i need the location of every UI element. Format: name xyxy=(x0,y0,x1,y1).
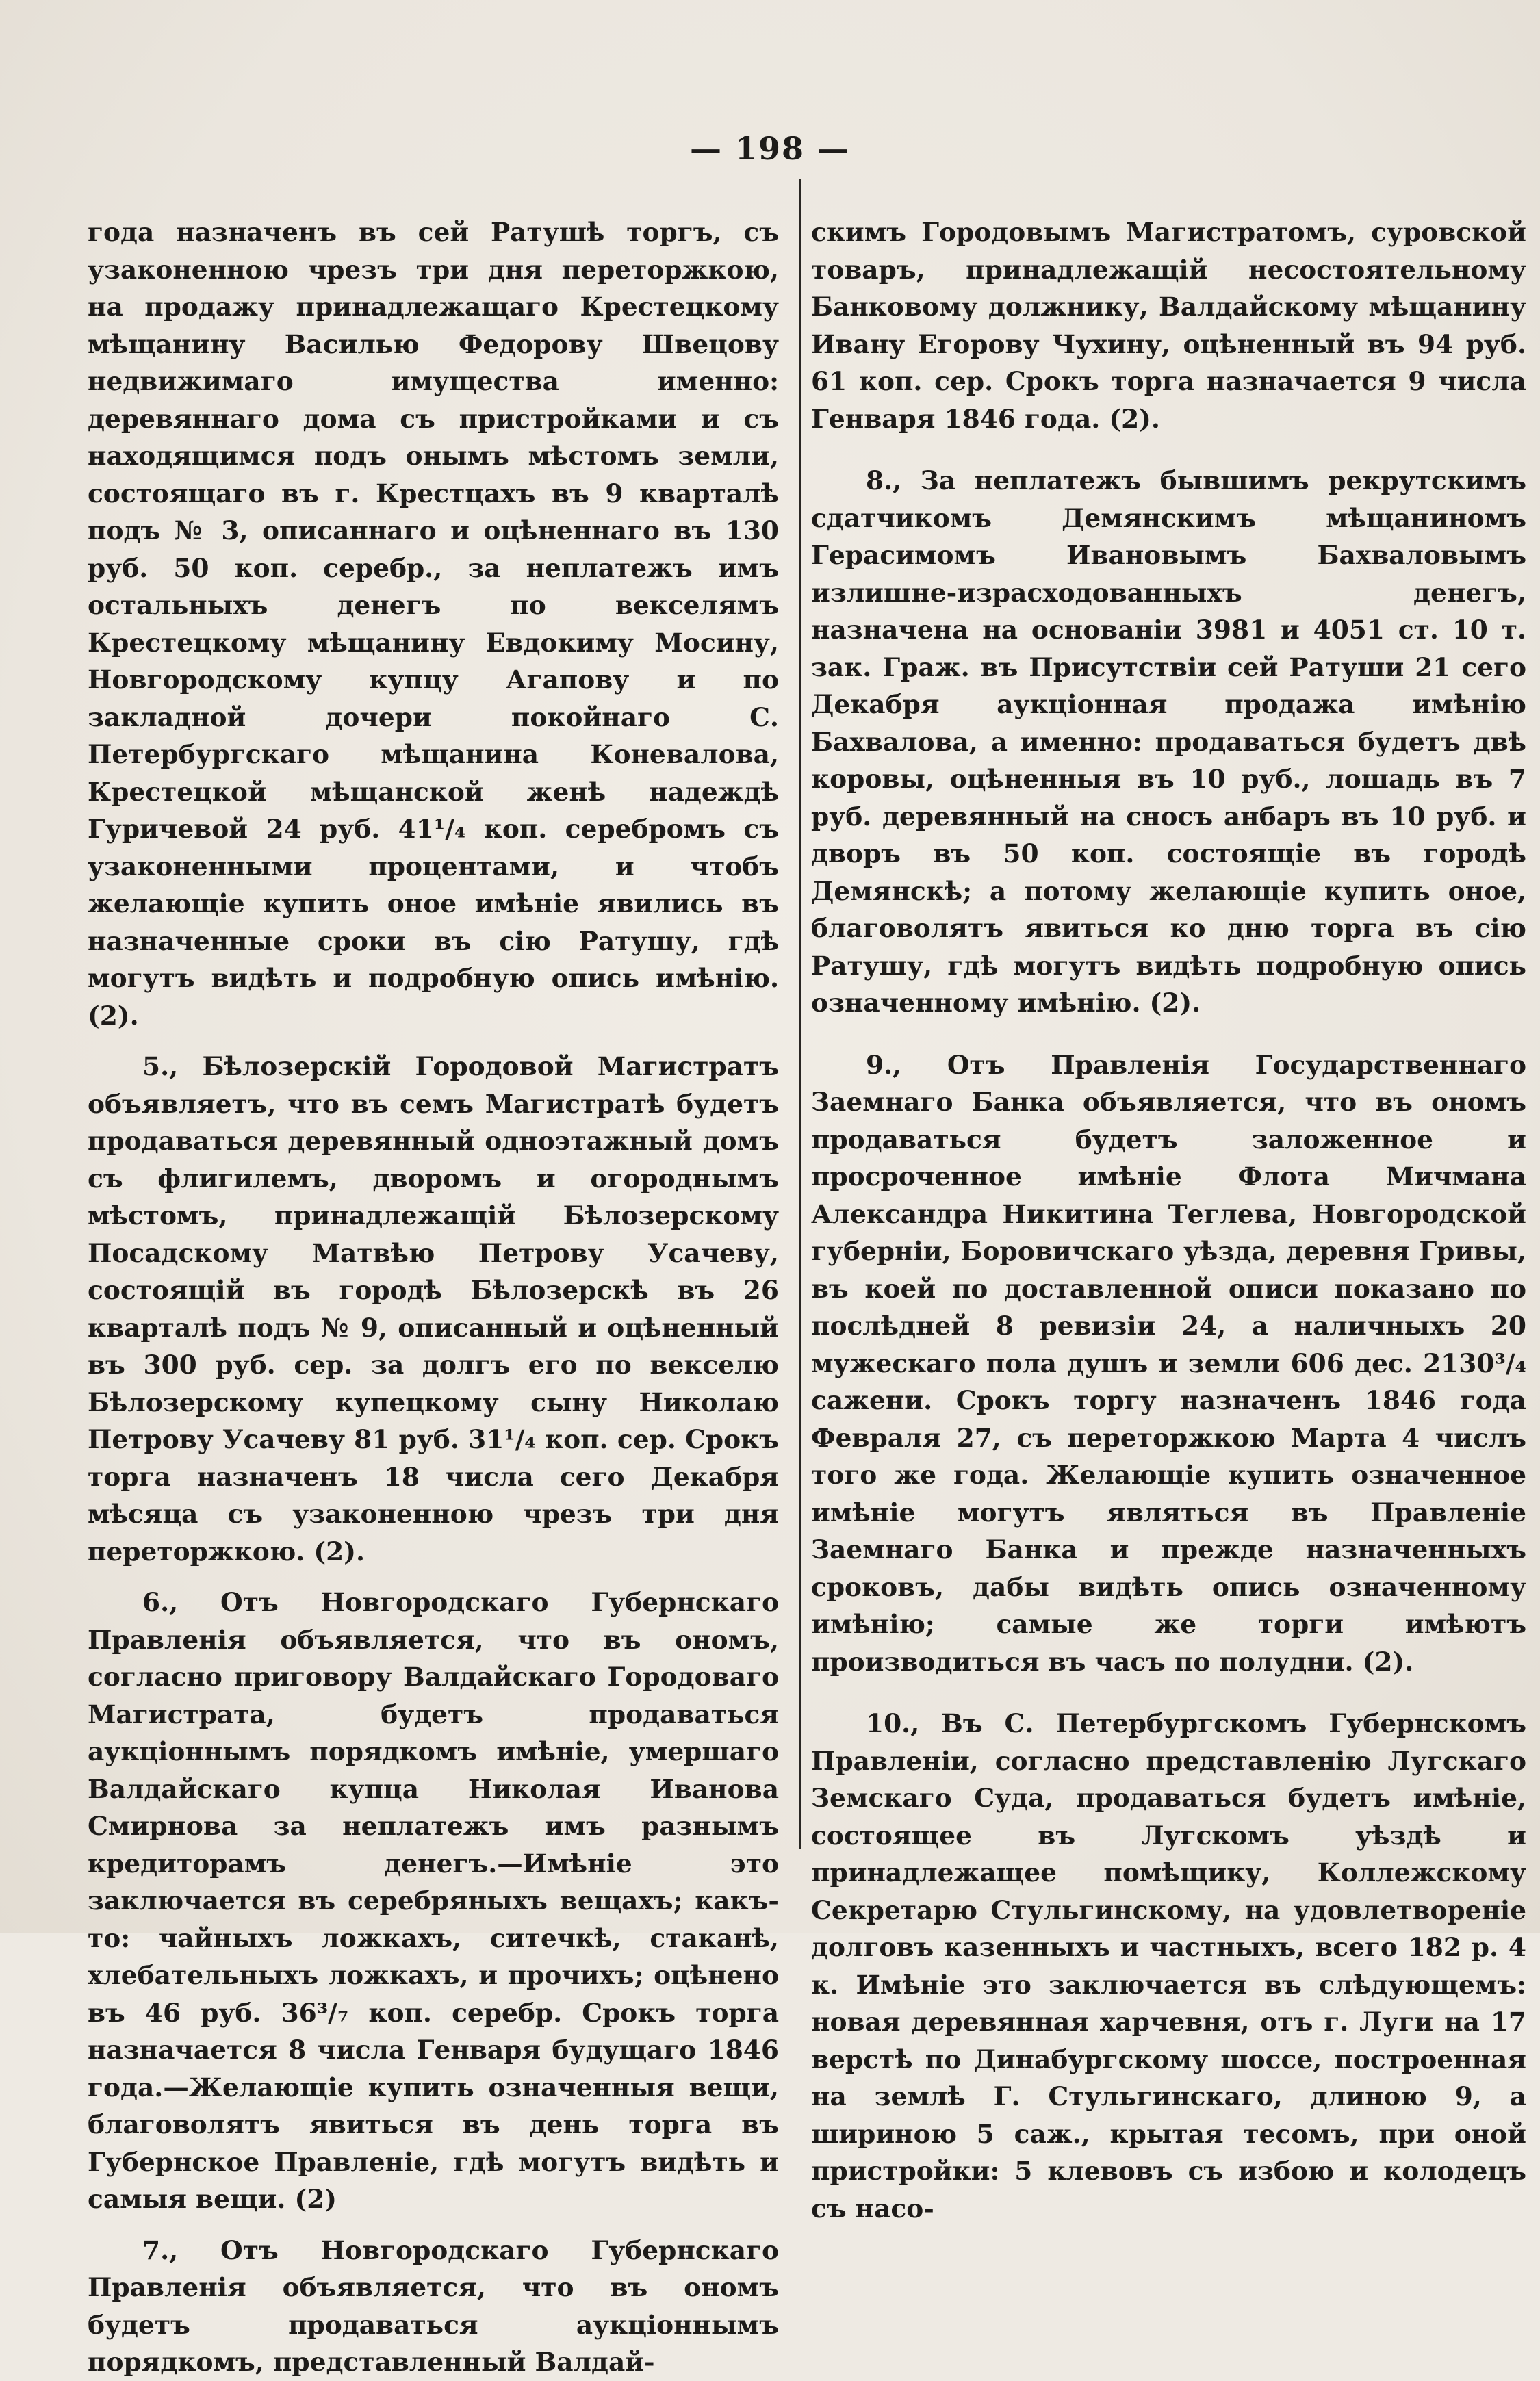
notice-9-paragraph: 9., Отъ Правленія Государственнаго Заемнаго Банка объявляется, что въ ономъ продаваться будетъ заложенное и просроченное имѣніе Флота Мичмана Александра Никитина Теглева, Новгородской губерніи, Боровичскаго уѣзда, деревня Гривы, въ коей по доставленной описи показано по послѣдней 8 ревизіи 24, а наличныхъ 20 мужескаго пола душъ и земли 606 дес. 2130³/₄ сажени. Срокъ торгу назначенъ 1846 года Февраля 27, съ переторжкою Марта 4 числъ того же года. Желающіе купить означенное имѣніе могутъ являться въ Правленіе Заемнаго Банка и прежде назначенныхъ сроковъ, дабы видѣть опись означенному имѣнію; самые же торги имѣютъ производиться въ часъ по полудни. (2). xyxy=(811,1049,1526,1677)
paragraph-gap xyxy=(811,437,1526,462)
left-column xyxy=(88,214,779,2381)
page-number: — 198 — xyxy=(689,130,851,167)
paragraph-gap xyxy=(88,1034,779,1048)
paragraph-gap xyxy=(811,1680,1526,1705)
paragraph-gap xyxy=(88,2218,779,2232)
paragraph-gap xyxy=(811,1022,1526,1046)
right-column xyxy=(811,214,1526,2227)
notice-6-paragraph: 6., Отъ Новгородскаго Губернскаго Правленія объявляется, что въ ономъ, согласно приговору Валдайскаго Городоваго Магистрата, будетъ продаваться аукціоннымъ порядкомъ имѣніе, умершаго Валдайскаго купца Николая Иванова Смирнова за неплатежъ имъ разнымъ кредиторамъ денегъ.—Имѣніе это заключается въ серебряныхъ вещахъ; какъ-то: чайныхъ ложкахъ, ситечкѣ, стаканѣ, хлебательныхъ ложкахъ, и прочихъ; оцѣнено въ 46 руб. 36³/₇ коп. серебр. Срокъ торга назначается 8 числа Генваря будущаго 1846 года.—Желающіе купить означенныя вещи, благоволятъ явиться въ день торга въ Губернское Правленіе, гдѣ могутъ видѣть и самыя вещи. (2) xyxy=(88,1587,779,2214)
continuation-7-paragraph: скимъ Городовымъ Магистратомъ, суровской товаръ, принадлежащій несостоятельному Банковому должнику, Валдайскому мѣщанину Ивану Егорову Чухину, оцѣненный въ 94 руб. 61 коп. сер. Срокъ торга назначается 9 числа Генваря 1846 года. (2). xyxy=(811,217,1526,434)
column-divider xyxy=(799,179,801,1849)
notice-10-paragraph: 10., Въ С. Петербургскомъ Губернскомъ Правленіи, согласно представленію Лугскаго Земскаго Суда, продаваться будетъ имѣніе, состоящее въ Лугскомъ уѣздѣ и принадлежащее помѣщику, Коллежскому Секретарю Стульгинскому, на удовлетвореніе долговъ казенныхъ и частныхъ, всего 182 р. 4 к. Имѣніе это заключается въ слѣдующемъ: новая деревянная харчевня, отъ г. Луги на 17 верстѣ по Динабургскому шоссе, построенная на землѣ Г. Стульгинскаго, длиною 9, а шириною 5 саж., крытая тесомъ, при оной пристройки: 5 клевовъ съ избою и колодецъ съ насо- xyxy=(811,1708,1526,2224)
notice-8-paragraph: 8., За неплатежъ бывшимъ рекрутскимъ сдатчикомъ Демянскимъ мѣщаниномъ Герасимомъ Ивановымъ Бахваловымъ излишне-израсходованныхъ денегъ, назначена на основаніи 3981 и 4051 ст. 10 т. зак. Граж. въ Присутствіи сей Ратуши 21 сего Декабря аукціонная продажа имѣнію Бахвалова, а именно: продаваться будетъ двѣ коровы, оцѣненныя въ 10 руб., лошадь въ 7 руб. деревянный на сносъ анбаръ въ 10 руб. и дворъ въ 50 коп. состоящіе въ городѣ Демянскѣ; а потому желающіе купить оное, благоволятъ явиться ко дню торга въ сію Ратушу, гдѣ могутъ видѣть подробную опись означенному имѣнію. (2). xyxy=(811,465,1526,1018)
paragraph-gap xyxy=(88,1570,779,1584)
notice-5-paragraph: 5., Бѣлозерскій Городовой Магистратъ объявляетъ, что въ семъ Магистратѣ будетъ продаваться деревянный одноэтажный домъ съ флигилемъ, дворомъ и огороднымъ мѣстомъ, принадлежащій Бѣлозерскому Посадскому Матвѣю Петрову Усачеву, состоящій въ городѣ Бѣлозерскѣ въ 26 кварталѣ подъ № 9, описанный и оцѣненный въ 300 руб. сер. за долгъ его по векселю Бѣлозерскому купецкому сыну Николаю Петрову Усачеву 81 руб. 31¹/₄ коп. сер. Срокъ торга назначенъ 18 числа сего Декабря мѣсяца съ узаконенною чрезъ три дня переторжкою. (2). xyxy=(88,1051,779,1567)
continuation-paragraph: года назначенъ въ сей Ратушѣ торгъ, съ узаконенною чрезъ три дня переторжкою, на продажу принадлежащаго Крестецкому мѣщанину Василью Федорову Швецову недвижимаго имущества именно: деревяннаго дома съ пристройками и съ находящимся подъ онымъ мѣстомъ земли, состоящаго въ г. Крестцахъ въ 9 кварталѣ подъ № 3, описаннаго и оцѣненнаго въ 130 руб. 50 коп. серебр., за неплатежъ имъ остальныхъ денегъ по векселямъ Крестецкому мѣщанину Евдокиму Мосину, Новгородскому купцу Агапову и по закладной дочери покойнаго С. Петербургскаго мѣщанина Коневалова, Крестецкой мѣщанской женѣ надеждѣ Гуричевой 24 руб. 41¹/₄ коп. серебромъ съ узаконенными процентами, и чтобъ желающіе купить оное имѣніе явились въ назначенные сроки въ сію Ратушу, гдѣ могутъ видѣть и подробную опись имѣнію. (2). xyxy=(88,217,779,1031)
notice-7-paragraph: 7., Отъ Новгородскаго Губернскаго Правленія объявляется, что въ ономъ будетъ продаваться аукціоннымъ порядкомъ, представленный Валдай- xyxy=(88,2235,779,2377)
